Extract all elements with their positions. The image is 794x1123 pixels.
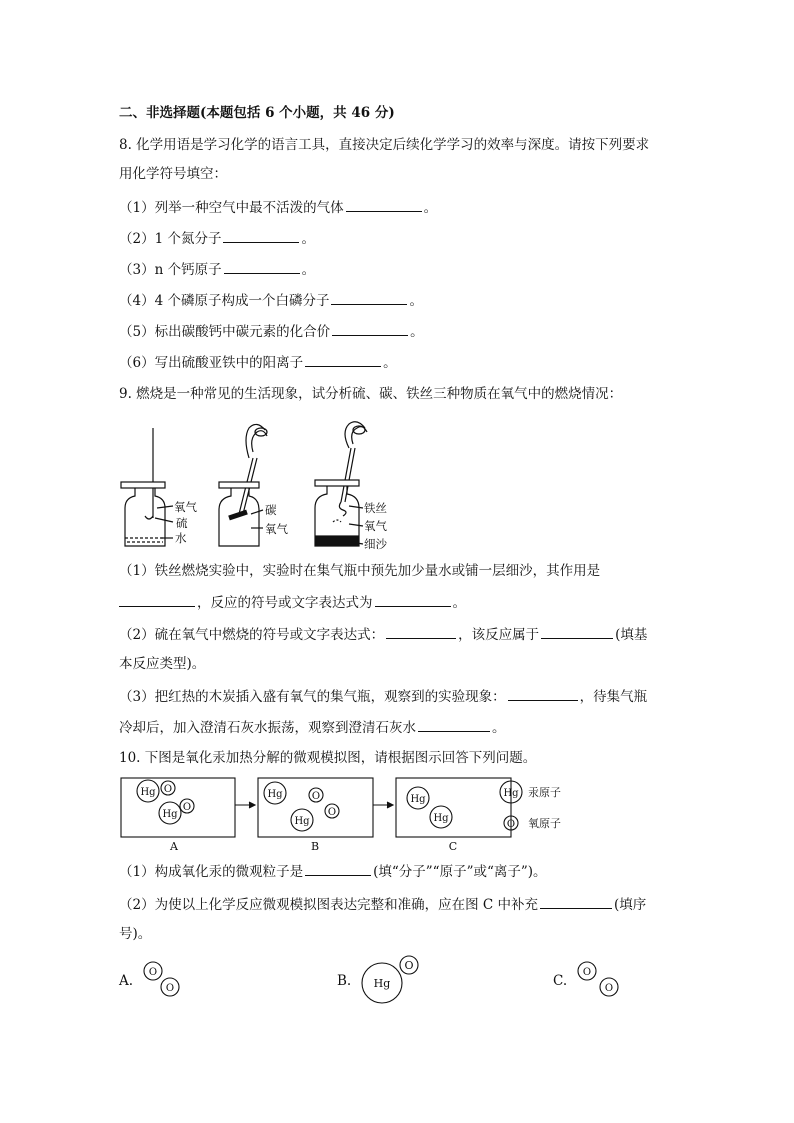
q10-p1	[119, 862, 547, 881]
answer-blank[interactable]	[223, 229, 299, 243]
jar-iron	[315, 422, 367, 546]
answer-blank[interactable]	[224, 260, 300, 274]
q8-item-1	[119, 198, 437, 217]
q9-p3-line1	[119, 687, 647, 706]
answer-blank[interactable]	[541, 625, 613, 639]
q9-p1-line2	[119, 593, 466, 612]
q9-p2-line2: 本反应类型)。	[119, 656, 206, 672]
section-title: 二、非选择题(本题包括 6 个小题，共 46 分)	[119, 105, 395, 121]
label-oxygen-1: 氧气	[174, 500, 197, 514]
q9-p2-mid: ，该反应属于	[458, 627, 540, 643]
q9-p2-line1	[119, 625, 647, 644]
jar-sulfur	[121, 428, 173, 546]
q9-p3-end: 。	[492, 720, 506, 736]
answer-blank[interactable]	[305, 862, 371, 876]
o-atom: O	[148, 967, 158, 978]
option-c-label[interactable]: C.	[553, 973, 568, 989]
hg-atom: Hg	[433, 813, 449, 824]
q8-item-3	[119, 260, 315, 279]
answer-blank[interactable]	[346, 198, 422, 212]
q8-item-2	[119, 229, 315, 248]
answer-blank[interactable]	[332, 322, 408, 336]
legend-hg-label: 汞原子	[528, 786, 561, 799]
q8-item-1-text: （1）列举一种空气中最不活泼的气体	[119, 200, 344, 216]
answer-blank[interactable]	[375, 593, 451, 607]
q8-item-4-text: （4）4 个磷原子构成一个白磷分子	[119, 293, 330, 309]
hg-atom: Hg	[267, 789, 283, 800]
q9-p1-line1: （1）铁丝燃烧实验中，实验时在集气瓶中预先加少量水或铺一层细沙，其作用是	[119, 563, 601, 579]
q9-p3-text: （3）把红热的木炭插入盛有氧气的集气瓶，观察到的实验现象：	[119, 689, 506, 705]
legend-hg-symbol: Hg	[503, 788, 519, 799]
answer-blank[interactable]	[331, 291, 407, 305]
q10-p2-line2: 号)。	[119, 926, 152, 942]
jar-carbon	[219, 424, 267, 546]
answer-blank[interactable]	[418, 718, 490, 732]
label-fine-sand: 细沙	[364, 537, 387, 550]
box-b	[258, 778, 373, 837]
option-a-label[interactable]: A.	[119, 973, 134, 989]
hg-atom: Hg	[410, 794, 426, 805]
option-b-label[interactable]: B.	[337, 973, 352, 989]
o-atom: O	[604, 983, 614, 994]
mercury-oxide-diagram	[118, 775, 588, 855]
q8-item-3-end: 。	[301, 262, 316, 278]
q9-p2-text: （2）硫在氧气中燃烧的符号或文字表达式：	[119, 627, 385, 643]
hg-atom: Hg	[373, 977, 391, 990]
label-water: 水	[175, 531, 187, 545]
q8-item-3-text: （3）n 个钙原子	[119, 262, 222, 278]
label-sulfur: 硫	[176, 516, 188, 530]
option-c-figure	[572, 958, 628, 1002]
q8-item-6-end: 。	[383, 355, 397, 371]
box-label-b: B	[310, 840, 320, 853]
o-atom: O	[182, 802, 192, 813]
q8-item-6	[119, 353, 397, 372]
q10-stem: 10. 下图是氧化汞加热分解的微观模拟图，请根据图示回答下列问题。	[119, 750, 537, 766]
option-a-figure	[138, 958, 188, 1002]
hg-atom: Hg	[140, 787, 156, 798]
q8-stem-line1: 8. 化学用语是学习化学的语言工具，直接决定后续化学学习的效率与深度。请按下列要求	[119, 137, 650, 153]
q9-p3-line2	[119, 718, 506, 737]
combustion-figure	[115, 418, 415, 550]
o-atom: O	[165, 983, 175, 994]
q8-item-2-text: （2）1 个氮分子	[119, 231, 222, 247]
q10-p2-end: (填序	[614, 897, 647, 913]
legend-o-label: 氧原子	[528, 817, 561, 830]
o-atom: O	[582, 967, 592, 978]
answer-blank[interactable]	[119, 593, 195, 607]
q9-p3-text2: 冷却后，加入澄清石灰水振荡，观察到澄清石灰水	[119, 720, 416, 736]
q9-stem: 9. 燃烧是一种常见的生活现象，试分析硫、碳、铁丝三种物质在氧气中的燃烧情况：	[119, 386, 623, 402]
q10-p2-text: （2）为使以上化学反应微观模拟图表达完整和准确，应在图 C 中补充	[119, 897, 539, 913]
q8-item-2-end: 。	[301, 231, 315, 247]
q8-item-5-end: 。	[410, 324, 424, 340]
answer-blank[interactable]	[305, 353, 381, 367]
q9-p3-mid: ，待集气瓶	[579, 689, 648, 705]
q10-p1-end: (填“分子”“原子”或“离子”)。	[373, 864, 547, 880]
q8-item-1-end: 。	[423, 200, 438, 216]
q8-item-4	[119, 291, 423, 310]
q9-p1-mid: ，反应的符号或文字表达式为	[197, 595, 373, 611]
label-iron-wire: 铁丝	[364, 501, 387, 515]
option-b-figure	[356, 950, 426, 1008]
q10-p2-line1	[119, 895, 646, 914]
q8-item-4-end: 。	[409, 293, 423, 309]
o-atom: O	[163, 784, 173, 795]
answer-blank[interactable]	[540, 895, 612, 909]
label-oxygen-2: 氧气	[265, 522, 288, 536]
hg-atom: Hg	[294, 816, 310, 827]
o-atom: O	[327, 807, 337, 818]
q8-item-6-text: （6）写出硫酸亚铁中的阳离子	[119, 355, 304, 371]
legend-o-symbol: O	[506, 819, 516, 830]
answer-blank[interactable]	[386, 625, 456, 639]
label-carbon: 碳	[265, 503, 277, 517]
q10-p1-text: （1）构成氧化汞的微观粒子是	[119, 864, 304, 880]
label-oxygen-3: 氧气	[364, 519, 387, 533]
q9-p2-end: (填基	[615, 627, 648, 643]
answer-blank[interactable]	[508, 687, 578, 701]
box-label-a: A	[170, 840, 178, 853]
o-atom: O	[311, 791, 321, 802]
q9-p1-end: 。	[452, 595, 466, 611]
q8-item-5-text: （5）标出碳酸钙中碳元素的化合价	[119, 324, 331, 340]
q8-stem-line2: 用化学符号填空：	[119, 166, 227, 182]
q8-item-5	[119, 322, 424, 341]
hg-atom: Hg	[162, 809, 178, 820]
box-label-c: C	[448, 840, 458, 853]
o-atom: O	[404, 959, 414, 972]
